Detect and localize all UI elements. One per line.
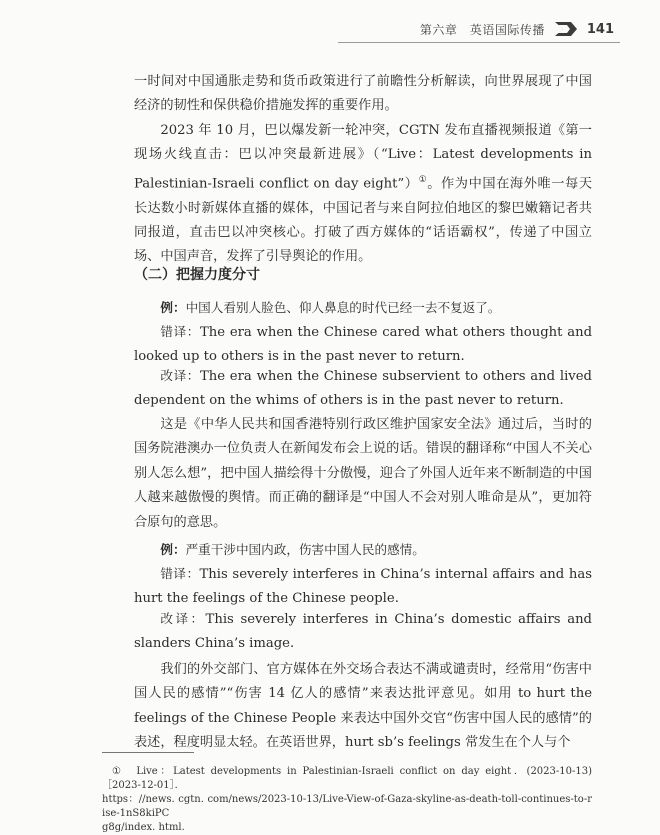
revised-translation-label: 改译：: [160, 368, 200, 383]
page-number: 141: [586, 21, 614, 37]
wrong-translation-label-2: 错译：: [160, 566, 200, 581]
wrong-translation-text: The era when the Chinese cared what others thought and looked up to others is in the past never to return.: [134, 325, 593, 365]
example-2: [134, 538, 592, 563]
footnote-rule: [102, 752, 194, 753]
running-header: [420, 18, 614, 40]
wrong-translation-text-2: This severely interferes in China’s internal affairs and has hurt the feelings of the Chinese people.: [134, 567, 592, 607]
paragraph-4: 我们的外交部门、官方媒体在外交场合表达不满或谴责时，经常用“伤害中国人民的感情”“伤害 14 亿人的感情”来表达批评意见。如用 to hurt the feelings of the Chinese People 来表达中国外交官“伤害中国人民的感情”的表述，程度明显太轻。在英语世界，hurt sb’s feelings 常发生在个人与个: [134, 662, 592, 751]
paragraph-2: [134, 119, 592, 270]
header-rule: [338, 42, 620, 43]
revised-translation-text: The era when the Chinese subservient to others and lived dependent on the whims of others is in the past never to return.: [134, 369, 592, 409]
footnote-url[interactable]: https：//news. cgtn. com/news/2023-10-13/Live-View-of-Gaza-skyline-as-death-toll-continues-to-rise-1nS8kiPC: [102, 794, 592, 819]
example-1-fix: [134, 364, 592, 414]
example-1: [134, 296, 592, 321]
example-2-source: 严重干涉中国内政，伤害中国人民的感情。: [185, 542, 425, 557]
example-2-fix: [134, 607, 592, 657]
example-2-label: 例：: [160, 542, 186, 557]
example-2-wrong: [134, 562, 592, 612]
paragraph-2-text-b: 。作为中国在海外唯一每天长达数小时新媒体直播的媒体，中国记者与来自阿拉伯地区的黎巴嫩籍记者共同报道，直击巴以冲突核心。打破了西方媒体的“话语霸权”，传递了中国立场、中国声音，发挥了引导舆论的作用。: [134, 176, 593, 265]
footnote-url-end: g8g/index. html.: [102, 822, 185, 833]
example-1-source: 中国人看别人脸色、仰人鼻息的时代已经一去不复返了。: [185, 300, 501, 315]
wrong-translation-label: 错译：: [160, 324, 200, 339]
paragraph-3: 这是《中华人民共和国香港特别行政区维护国家安全法》通过后，当时的国务院港澳办一位负责人在新闻发布会上说的话。错误的翻译称“中国人不关心别人怎么想”，把中国人描绘得十分傲慢，迎合了外国人近年来不断制造的中国人越来越傲慢的舆情。而正确的翻译是“中国人不会对别人唯命是从”，更加符合原句的意思。: [134, 417, 592, 530]
footnote: [102, 765, 592, 835]
paragraph-2-text-a: 2023 年 10 月，巴以爆发新一轮冲突，CGTN 发布直播视频报道《第一现场火线直击：巴以冲突最新进展》（“Live：Latest developments in Palestinian-Israeli conflict on day eight”）: [134, 123, 592, 192]
revised-translation-label-2: 改译：: [160, 611, 206, 626]
revised-translation-text-2: This severely interferes in China’s domestic affairs and slanders China’s image.: [134, 612, 592, 652]
footnote-line-1: ① Live：Latest developments in Palestinian-Israeli conflict on day eight．(2023-10-13)［2023-12-01］．: [102, 766, 592, 791]
paragraph-1: 一时间对中国通胀走势和货币政策进行了前瞻性分析解读，向世界展现了中国经济的韧性和保供稳价措施发挥的重要作用。: [134, 74, 592, 114]
example-1-label: 例：: [160, 300, 186, 315]
section-heading: （二）把握力度分寸: [134, 267, 260, 283]
chapter-title: 第六章 英语国际传播: [419, 22, 545, 37]
footnote-ref[interactable]: ①: [418, 174, 428, 185]
chevron-mark-icon: [553, 20, 579, 38]
example-1-wrong: [134, 320, 592, 370]
